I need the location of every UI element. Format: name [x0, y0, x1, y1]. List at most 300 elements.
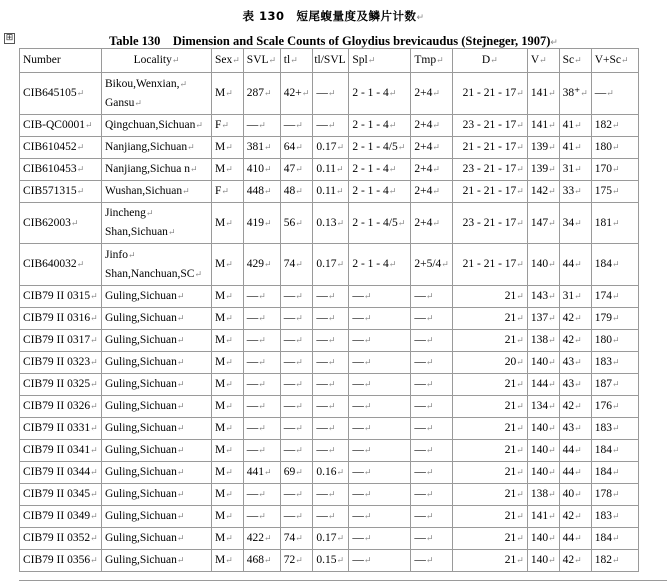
paragraph-mark-icon: ↵: [225, 555, 233, 565]
locality-line: Shan,Sichuan: [105, 226, 168, 238]
cell-tmp: 2+4↵: [411, 73, 452, 115]
cell-v: 141↵: [527, 506, 559, 528]
cell-tl: —↵: [280, 484, 313, 506]
paragraph-mark-icon: ↵: [134, 97, 142, 108]
paragraph-mark-icon: ↵: [336, 259, 345, 269]
paragraph-mark-icon: ↵: [516, 291, 524, 301]
table-row: [20, 286, 639, 308]
cell-tl: 74↵: [280, 244, 313, 286]
paragraph-mark-icon: ↵: [548, 511, 556, 521]
paragraph-mark-icon: ↵: [295, 164, 303, 174]
cell-svl: —↵: [243, 115, 280, 137]
paragraph-mark-icon: ↵: [363, 313, 372, 323]
paragraph-mark-icon: ↵: [612, 142, 620, 152]
paragraph-mark-icon: ↵: [264, 88, 272, 98]
table-row: [20, 352, 639, 374]
cell-sex: M↵: [212, 484, 244, 506]
paragraph-mark-icon: ↵: [145, 208, 154, 218]
paragraph-mark-icon: ↵: [548, 313, 556, 323]
cell-svl: —↵: [243, 352, 280, 374]
cell-number: CIB79 II 0315↵: [20, 286, 102, 308]
cell-v: 140↵: [527, 550, 559, 572]
paragraph-mark-icon: ↵: [425, 555, 434, 565]
cell-locality: [102, 484, 212, 506]
table-row: [20, 374, 639, 396]
locality-line: Guling,Sichuan: [105, 356, 177, 368]
cell-d: 21↵: [452, 308, 527, 330]
paragraph-mark-icon: ↵: [189, 164, 198, 174]
cell-spl: 2 - 1 - 4/5↵: [349, 137, 411, 159]
paragraph-mark-icon: ↵: [612, 445, 620, 455]
paragraph-mark-icon: ↵: [195, 120, 203, 130]
cell-svl: —↵: [243, 374, 280, 396]
paragraph-mark-icon: ↵: [516, 467, 524, 477]
cell-svl: —↵: [243, 418, 280, 440]
cell-tmp: —↵: [411, 330, 452, 352]
cell-v: 139↵: [527, 137, 559, 159]
paragraph-mark-icon: ↵: [225, 401, 233, 411]
cell-tl: —↵: [280, 418, 313, 440]
cell-tl: —↵: [280, 506, 313, 528]
paragraph-mark-icon: ↵: [76, 186, 85, 196]
cell-spl: 2 - 1 - 4↵: [349, 73, 411, 115]
cell-sc: 44↵: [559, 528, 591, 550]
paragraph-mark-icon: ↵: [268, 55, 277, 65]
cell-locality: [102, 203, 212, 244]
locality-line: Guling,Sichuan: [105, 422, 177, 434]
cell-locality: [102, 330, 212, 352]
header-d: D↵: [452, 49, 527, 73]
paragraph-mark-icon: ↵: [612, 186, 620, 196]
paragraph-mark-icon: ↵: [548, 88, 556, 98]
paragraph-mark-icon: ↵: [327, 357, 336, 367]
cell-sc: 38⁺↵: [559, 73, 591, 115]
table-title-chinese: 表 130 短尾蝮量度及鳞片计数↵: [242, 9, 425, 23]
locality-line: Jinfo: [105, 248, 128, 261]
paragraph-mark-icon: ↵: [550, 37, 558, 47]
paragraph-mark-icon: ↵: [327, 120, 336, 130]
cell-tl: 56↵: [280, 203, 313, 244]
paragraph-mark-icon: ↵: [432, 88, 440, 98]
paragraph-mark-icon: ↵: [327, 291, 336, 301]
cell-d: 21↵: [452, 330, 527, 352]
cell-tl: —↵: [280, 308, 313, 330]
cell-d: 21↵: [452, 550, 527, 572]
paragraph-mark-icon: ↵: [363, 401, 372, 411]
cell-sex: M↵: [212, 550, 244, 572]
paragraph-mark-icon: ↵: [548, 489, 556, 499]
paragraph-mark-icon: ↵: [416, 13, 425, 23]
paragraph-mark-icon: ↵: [548, 335, 556, 345]
paragraph-mark-icon: ↵: [574, 467, 582, 477]
cell-tl: —↵: [280, 440, 313, 462]
paragraph-mark-icon: ↵: [221, 186, 229, 196]
paragraph-mark-icon: ↵: [548, 401, 556, 411]
paragraph-mark-icon: ↵: [574, 533, 582, 543]
paragraph-mark-icon: ↵: [397, 217, 406, 228]
cell-tl: 47↵: [280, 159, 313, 181]
paragraph-mark-icon: ↵: [225, 313, 233, 323]
cell-number: CIB79 II 0326↵: [20, 396, 102, 418]
cell-spl: —↵: [349, 286, 411, 308]
cell-sex: M↵: [212, 308, 244, 330]
paragraph-mark-icon: ↵: [388, 186, 397, 196]
cell-sc: 43↵: [559, 352, 591, 374]
cell-tmp: —↵: [411, 462, 452, 484]
cell-tl: 42+↵: [280, 73, 313, 115]
paragraph-mark-icon: ↵: [574, 555, 582, 565]
paragraph-mark-icon: ↵: [516, 445, 524, 455]
cell-v-plus-sc: 176↵: [591, 396, 638, 418]
paragraph-mark-icon: ↵: [225, 379, 233, 389]
cell-svl: 381↵: [243, 137, 280, 159]
paragraph-mark-icon: ↵: [336, 533, 345, 543]
cell-svl: —↵: [243, 506, 280, 528]
locality-line: Gansu: [105, 96, 135, 109]
header-tl: tl↵: [280, 49, 313, 73]
paragraph-mark-icon: ↵: [574, 291, 582, 301]
cell-sc: 42↵: [559, 308, 591, 330]
paragraph-mark-icon: ↵: [225, 445, 233, 455]
paragraph-mark-icon: ↵: [516, 335, 524, 345]
cell-tl-svl: 0.13↵: [313, 203, 349, 244]
cell-spl: —↵: [349, 506, 411, 528]
header-sex: Sex↵: [212, 49, 244, 73]
paragraph-mark-icon: ↵: [327, 335, 336, 345]
paragraph-mark-icon: ↵: [225, 142, 233, 152]
paragraph-mark-icon: ↵: [225, 259, 233, 269]
table-bottom-edge: [19, 580, 667, 581]
cell-locality: [102, 181, 212, 203]
paragraph-mark-icon: ↵: [548, 467, 556, 477]
cell-svl: 410↵: [243, 159, 280, 181]
cell-sc: 40↵: [559, 484, 591, 506]
paragraph-mark-icon: ↵: [90, 313, 98, 323]
paragraph-mark-icon: ↵: [388, 88, 397, 98]
paragraph-mark-icon: ↵: [327, 445, 336, 455]
header-locality: Locality↵: [102, 49, 212, 73]
paragraph-mark-icon: ↵: [225, 291, 233, 301]
header-tmp: Tmp↵: [411, 49, 452, 73]
paragraph-mark-icon: ↵: [432, 142, 440, 152]
table-row: [20, 137, 639, 159]
cell-v-plus-sc: 183↵: [591, 352, 638, 374]
table-row: [20, 181, 639, 203]
paragraph-mark-icon: ↵: [295, 120, 303, 130]
cell-v: 140↵: [527, 418, 559, 440]
cell-svl: 422↵: [243, 528, 280, 550]
table-row: [20, 550, 639, 572]
cell-sex: M↵: [212, 244, 244, 286]
paragraph-mark-icon: ↵: [258, 120, 266, 130]
locality-line: Guling,Sichuan: [105, 312, 177, 324]
cell-v: 137↵: [527, 308, 559, 330]
table-row: [20, 506, 639, 528]
paragraph-mark-icon: ↵: [612, 401, 620, 411]
cell-v: 140↵: [527, 440, 559, 462]
cell-locality: [102, 73, 212, 115]
cell-d: 23 - 21 - 17↵: [452, 203, 527, 244]
cell-tl-svl: 0.15↵: [313, 550, 349, 572]
cell-v: 140↵: [527, 528, 559, 550]
paragraph-mark-icon: ↵: [548, 186, 556, 196]
cell-v-plus-sc: 175↵: [591, 181, 638, 203]
paragraph-mark-icon: ↵: [612, 217, 620, 228]
paragraph-mark-icon: ↵: [388, 259, 397, 269]
cell-tmp: —↵: [411, 550, 452, 572]
table-body: [20, 73, 639, 572]
cell-number: CIB79 II 0345↵: [20, 484, 102, 506]
cell-spl: —↵: [349, 352, 411, 374]
cell-svl: —↵: [243, 396, 280, 418]
paragraph-mark-icon: ↵: [548, 217, 556, 228]
table-row: [20, 484, 639, 506]
paragraph-mark-icon: ↵: [295, 401, 303, 411]
cell-v-plus-sc: 184↵: [591, 440, 638, 462]
cell-sc: 33↵: [559, 181, 591, 203]
cell-number: CIB79 II 0352↵: [20, 528, 102, 550]
paragraph-mark-icon: ↵: [295, 335, 303, 345]
paragraph-mark-icon: ↵: [336, 164, 344, 174]
paragraph-mark-icon: ↵: [574, 423, 582, 433]
paragraph-mark-icon: ↵: [548, 423, 556, 433]
paragraph-mark-icon: ↵: [574, 357, 582, 367]
paragraph-mark-icon: ↵: [90, 533, 98, 543]
cell-tl: —↵: [280, 352, 313, 374]
cell-tmp: —↵: [411, 528, 452, 550]
cell-locality: [102, 244, 212, 286]
paragraph-mark-icon: ↵: [327, 423, 336, 433]
paragraph-mark-icon: ↵: [436, 55, 444, 65]
cell-tl-svl: —↵: [313, 352, 349, 374]
paragraph-mark-icon: ↵: [516, 88, 524, 98]
paragraph-mark-icon: ↵: [336, 186, 344, 196]
paragraph-mark-icon: ↵: [574, 142, 582, 152]
paragraph-mark-icon: ↵: [367, 55, 376, 65]
header-number: Number: [20, 49, 102, 73]
cell-sex: M↵: [212, 137, 244, 159]
cell-sex: F↵: [212, 115, 244, 137]
paragraph-mark-icon: ↵: [425, 401, 434, 411]
paragraph-mark-icon: ↵: [612, 555, 620, 565]
paragraph-mark-icon: ↵: [612, 335, 620, 345]
cell-d: 21 - 21 - 17↵: [452, 244, 527, 286]
paragraph-mark-icon: ↵: [548, 357, 556, 367]
cell-tl: 48↵: [280, 181, 313, 203]
paragraph-mark-icon: ↵: [363, 467, 372, 477]
cell-spl: —↵: [349, 308, 411, 330]
paragraph-mark-icon: ↵: [363, 423, 372, 433]
table-move-handle-icon[interactable]: ⊞: [5, 33, 14, 43]
paragraph-mark-icon: ↵: [574, 445, 582, 455]
paragraph-mark-icon: ↵: [363, 335, 372, 345]
cell-number: CIB79 II 0341↵: [20, 440, 102, 462]
paragraph-mark-icon: ↵: [264, 186, 272, 196]
paragraph-mark-icon: ↵: [258, 423, 266, 433]
paragraph-mark-icon: ↵: [176, 379, 185, 389]
paragraph-mark-icon: ↵: [264, 217, 272, 228]
paragraph-mark-icon: ↵: [225, 533, 233, 543]
paragraph-mark-icon: ↵: [425, 423, 434, 433]
paragraph-mark-icon: ↵: [225, 423, 233, 433]
cell-spl: —↵: [349, 484, 411, 506]
paragraph-mark-icon: ↵: [425, 313, 434, 323]
cell-number: CIB79 II 0316↵: [20, 308, 102, 330]
paragraph-mark-icon: ↵: [90, 445, 98, 455]
cell-v-plus-sc: 170↵: [591, 159, 638, 181]
paragraph-mark-icon: ↵: [432, 120, 440, 130]
locality-line: Qingchuan,Sichuan: [105, 119, 196, 131]
paragraph-mark-icon: ↵: [574, 489, 582, 499]
cell-tl-svl: 0.17↵: [313, 244, 349, 286]
paragraph-mark-icon: ↵: [295, 511, 303, 521]
cell-number: CIB62003↵: [20, 203, 102, 244]
cell-sc: 31↵: [559, 286, 591, 308]
cell-locality: [102, 418, 212, 440]
cell-tl-svl: 0.11↵: [313, 159, 349, 181]
paragraph-mark-icon: ↵: [258, 511, 266, 521]
paragraph-mark-icon: ↵: [90, 357, 98, 367]
paragraph-mark-icon: ↵: [295, 445, 303, 455]
cell-spl: 2 - 1 - 4/5↵: [349, 203, 411, 244]
table-row: [20, 73, 639, 115]
cell-sc: 34↵: [559, 203, 591, 244]
locality-line: Nanjiang,Sichuan: [105, 141, 188, 153]
cell-number: CIB79 II 0356↵: [20, 550, 102, 572]
cell-tl-svl: 0.17↵: [313, 137, 349, 159]
cell-v-plus-sc: 184↵: [591, 528, 638, 550]
paragraph-mark-icon: ↵: [295, 555, 303, 565]
paragraph-mark-icon: ↵: [176, 423, 185, 433]
paragraph-mark-icon: ↵: [516, 120, 524, 130]
cell-tl: —↵: [280, 286, 313, 308]
table-row: [20, 203, 639, 244]
cell-spl: —↵: [349, 462, 411, 484]
cell-svl: 287↵: [243, 73, 280, 115]
paragraph-mark-icon: ↵: [225, 217, 233, 228]
cell-tl: —↵: [280, 115, 313, 137]
paragraph-mark-icon: ↵: [516, 142, 524, 152]
paragraph-mark-icon: ↵: [516, 217, 524, 228]
paragraph-mark-icon: ↵: [425, 379, 434, 389]
paragraph-mark-icon: ↵: [176, 533, 185, 543]
paragraph-mark-icon: ↵: [76, 142, 85, 152]
table-row: [20, 440, 639, 462]
paragraph-mark-icon: ↵: [612, 379, 620, 389]
paragraph-mark-icon: ↵: [221, 120, 229, 130]
paragraph-mark-icon: ↵: [574, 379, 582, 389]
cell-tl-svl: 0.17↵: [313, 528, 349, 550]
paragraph-mark-icon: ↵: [516, 379, 524, 389]
header-spl: Spl↵: [349, 49, 411, 73]
cell-tl-svl: —↵: [313, 396, 349, 418]
paragraph-mark-icon: ↵: [336, 142, 345, 152]
cell-svl: —↵: [243, 440, 280, 462]
paragraph-mark-icon: ↵: [264, 555, 272, 565]
cell-tl-svl: —↵: [313, 506, 349, 528]
cell-d: 23 - 21 - 17↵: [452, 159, 527, 181]
paragraph-mark-icon: ↵: [580, 88, 588, 98]
cell-locality: [102, 506, 212, 528]
cell-sc: 44↵: [559, 244, 591, 286]
paragraph-mark-icon: ↵: [295, 423, 303, 433]
cell-v: 139↵: [527, 159, 559, 181]
cell-spl: —↵: [349, 550, 411, 572]
cell-d: 21↵: [452, 418, 527, 440]
cell-spl: 2 - 1 - 4↵: [349, 159, 411, 181]
cell-tl: —↵: [280, 374, 313, 396]
paragraph-mark-icon: ↵: [176, 313, 185, 323]
paragraph-mark-icon: ↵: [425, 489, 434, 499]
cell-tmp: 2+4↵: [411, 115, 452, 137]
paragraph-mark-icon: ↵: [225, 489, 233, 499]
paragraph-mark-icon: ↵: [258, 291, 266, 301]
cell-tl: —↵: [280, 396, 313, 418]
cell-locality: [102, 159, 212, 181]
paragraph-mark-icon: ↵: [264, 467, 272, 477]
paragraph-mark-icon: ↵: [574, 120, 582, 130]
cell-locality: [102, 137, 212, 159]
cell-number: CIB79 II 0331↵: [20, 418, 102, 440]
cell-spl: 2 - 1 - 4↵: [349, 181, 411, 203]
paragraph-mark-icon: ↵: [258, 313, 266, 323]
cell-locality: [102, 440, 212, 462]
cell-tl-svl: 0.16↵: [313, 462, 349, 484]
paragraph-mark-icon: ↵: [612, 511, 620, 521]
paragraph-mark-icon: ↵: [176, 511, 185, 521]
cell-v-plus-sc: 179↵: [591, 308, 638, 330]
cell-tl-svl: —↵: [313, 440, 349, 462]
paragraph-mark-icon: ↵: [327, 511, 336, 521]
paragraph-mark-icon: ↵: [516, 186, 524, 196]
paragraph-mark-icon: ↵: [425, 533, 434, 543]
paragraph-mark-icon: ↵: [258, 357, 266, 367]
header-tl-svl: tl/SVL: [313, 49, 349, 73]
paragraph-mark-icon: ↵: [171, 55, 180, 65]
cell-v-plus-sc: 174↵: [591, 286, 638, 308]
cell-tl: 74↵: [280, 528, 313, 550]
paragraph-mark-icon: ↵: [90, 423, 98, 433]
cell-sex: M↵: [212, 330, 244, 352]
cell-v-plus-sc: 183↵: [591, 418, 638, 440]
cell-number: CIB-QC0001↵: [20, 115, 102, 137]
paragraph-mark-icon: ↵: [336, 467, 345, 477]
paragraph-mark-icon: ↵: [225, 467, 233, 477]
paragraph-mark-icon: ↵: [194, 268, 202, 279]
table-row: [20, 396, 639, 418]
cell-spl: —↵: [349, 440, 411, 462]
cell-sc: 44↵: [559, 462, 591, 484]
cell-v-plus-sc: 183↵: [591, 506, 638, 528]
cell-sc: 42↵: [559, 396, 591, 418]
paragraph-mark-icon: ↵: [295, 259, 303, 269]
cell-sex: M↵: [212, 418, 244, 440]
cell-sex: M↵: [212, 462, 244, 484]
cell-v: 143↵: [527, 286, 559, 308]
paragraph-mark-icon: ↵: [612, 120, 620, 130]
paragraph-mark-icon: ↵: [612, 291, 620, 301]
cell-v-plus-sc: —↵: [591, 73, 638, 115]
paragraph-mark-icon: ↵: [432, 186, 440, 196]
paragraph-mark-icon: ↵: [612, 313, 620, 323]
cell-sc: 31↵: [559, 159, 591, 181]
paragraph-mark-icon: ↵: [363, 555, 372, 565]
paragraph-mark-icon: ↵: [232, 55, 240, 65]
locality-line: Guling,Sichuan: [105, 290, 177, 302]
cell-tmp: —↵: [411, 352, 452, 374]
table-row: [20, 462, 639, 484]
paragraph-mark-icon: ↵: [295, 291, 303, 301]
